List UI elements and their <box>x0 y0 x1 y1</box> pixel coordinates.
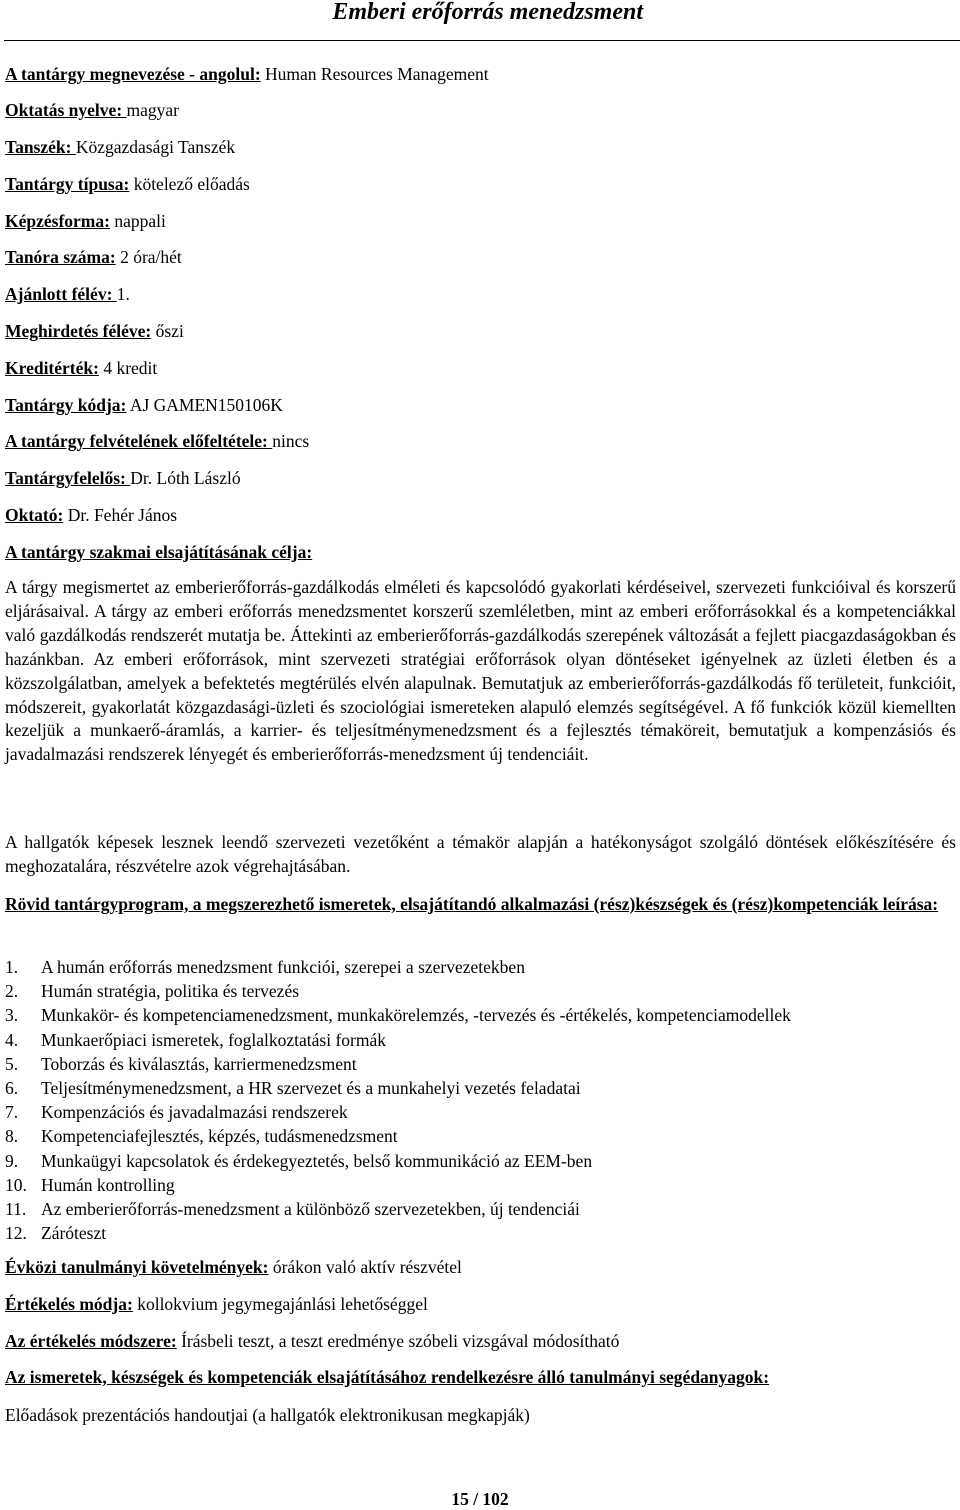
list-item <box>5 1028 791 1052</box>
list-item-number: 12. <box>5 1223 27 1244</box>
field-recommended-semester <box>5 283 130 305</box>
field-label: Tantárgy típusa: <box>5 174 130 194</box>
field-value: AJ GAMEN150106K <box>129 395 283 415</box>
list-item <box>5 979 791 1003</box>
list-item-number: 10. <box>5 1174 27 1195</box>
field-value: órákon való aktív részvétel <box>268 1257 462 1277</box>
list-item-number: 7. <box>5 1102 19 1123</box>
field-label: Tantárgyfelelős: <box>5 468 131 488</box>
field-value: Dr. Fehér János <box>67 505 178 525</box>
list-item-text: Kompetenciafejlesztés, képzés, tudásmenedzsment <box>41 1126 398 1147</box>
field-requirements <box>5 1256 462 1278</box>
list-item-number: 4. <box>5 1029 19 1050</box>
field-course-type <box>5 173 250 195</box>
field-label: Az értékelés módszere: <box>5 1331 177 1351</box>
objective-paragraph: A tárgy megismertet az emberierőforrás-gazdálkodás elméleti és kapcsolódó gyakorlati kérdéseivel, szervezeti funkcióival és korszerű eljárásaival. A tárgy az emberi erőforrás menedzsmentet korszerű szemléletben, mint az emberi erőforrásokkal és a kompetenciákkal való gazdálkodás rendszerét mutatja be. Áttekinti az emberierőforrás-gazdálkodás szerepének változását a fejlett piacgazdaságokban és hazánkban. Az emberi erőforrások, mint szervezeti stratégiai erőforrások olyan döntéseket igényelnek az üzleti életben és a közszolgálatban, amelyek a befektetés megtérülés elvén alapulnak. Bemutatjuk az emberierőforrás-gazdálkodás fő területeit, funkcióit, módszereit, gyakorlatát közgazdasági-üzleti és szociológiai ismereteken alapuló elemzés segítségével. A fő funkciók közül kiemellten kezeljük a munkaerő-áramlás, a karrier- és teljesítménymenedzsment és a fejlesztés témaköreit, bemutatjuk a kompenzásiós és javadalmazási rendszerek lényegét és emberierőforrás-menedzsment új tendenciáit. <box>5 577 956 765</box>
field-value: 4 kredit <box>103 358 158 378</box>
list-item-number: 9. <box>5 1150 19 1171</box>
program-list <box>5 955 791 1245</box>
list-item <box>5 1149 791 1173</box>
list-item <box>5 1003 791 1027</box>
field-label: Oktató: <box>5 505 64 525</box>
list-item-text: Az emberierőforrás-menedzsment a különböző szervezetekben, új tendenciái <box>41 1198 580 1219</box>
list-item-text: Teljesítménymenedzsment, a HR szervezet és a munkahelyi vezetés feladatai <box>41 1077 581 1098</box>
list-item <box>5 1100 791 1124</box>
field-assessment <box>5 1293 428 1315</box>
field-value: nappali <box>114 211 166 231</box>
list-item-text: Toborzás és kiválasztás, karriermenedzsment <box>41 1053 357 1074</box>
list-item-text: Kompenzációs és javadalmazási rendszerek <box>41 1102 348 1123</box>
list-item <box>5 1052 791 1076</box>
list-item-text: A humán erőforrás menedzsment funkciói, szerepei a szervezetekben <box>41 957 525 977</box>
list-item-number: 6. <box>5 1077 19 1098</box>
field-label: Tanóra száma: <box>5 247 116 267</box>
field-value: Human Resources Management <box>265 64 489 84</box>
field-value: Közgazdasági Tanszék <box>75 137 236 157</box>
list-item-number: 5. <box>5 1053 19 1074</box>
field-label: Oktatás nyelve: <box>5 100 127 120</box>
field-label: Képzésforma: <box>5 211 110 231</box>
field-label: A tantárgy megnevezése - angolul: <box>5 64 261 84</box>
list-item-number: 2. <box>5 981 19 1002</box>
field-value: 2 óra/hét <box>120 247 182 267</box>
list-item-number: 1. <box>5 957 19 977</box>
field-course-code <box>5 394 283 416</box>
field-value: 1. <box>116 284 130 304</box>
list-item-text: Humán kontrolling <box>41 1174 175 1195</box>
list-item-number: 11. <box>5 1198 27 1219</box>
field-training-form <box>5 210 166 232</box>
document-header-title: Emberi erőforrás menedzsment <box>332 0 643 25</box>
field-value: Írásbeli teszt, a teszt eredménye szóbeli vizsgával módosítható <box>176 1331 620 1351</box>
list-item-text: Munkaügyi kapcsolatok és érdekegyeztetés, belső kommunikáció az EEM-ben <box>41 1150 593 1171</box>
field-announced-semester <box>5 320 184 342</box>
field-value: nincs <box>272 431 310 451</box>
field-english-name <box>5 63 489 85</box>
list-item <box>5 1173 791 1197</box>
field-label: Meghirdetés féléve: <box>5 321 152 341</box>
field-value: kötelező előadás <box>133 174 250 194</box>
field-value: kollokvium jegymegajánlási lehetőséggel <box>132 1294 428 1314</box>
field-value: Dr. Lóth László <box>130 468 241 488</box>
field-value: magyar <box>126 100 180 120</box>
materials-value: Előadások prezentációs handoutjai (a hallgatók elektronikusan megkapják) <box>5 1405 530 1425</box>
field-label: Kreditérték: <box>5 358 99 378</box>
field-label: Értékelés módja: <box>5 1294 133 1314</box>
field-lessons <box>5 246 182 268</box>
materials-heading: Az ismeretek, készségek és kompetenciák elsajátításához rendelkezésre álló tanulmányi segédanyagok: <box>5 1367 770 1387</box>
field-prerequisite <box>5 430 309 452</box>
list-item-number: 8. <box>5 1126 19 1147</box>
field-responsible <box>5 467 241 489</box>
list-item <box>5 1197 791 1221</box>
field-department <box>5 136 235 158</box>
list-item-text: Munkaerőpiaci ismeretek, foglalkoztatási formák <box>41 1029 387 1050</box>
list-item <box>5 955 791 979</box>
list-item-text: Záróteszt <box>41 1223 107 1244</box>
list-item-text: Munkakör- és kompetenciamenedzsment, munkakörelemzés, -tervezés és -értékelés, kompetenciamodellek <box>41 1005 791 1026</box>
field-label: Évközi tanulmányi követelmények: <box>5 1257 269 1277</box>
list-item-text: Humán stratégia, politika és tervezés <box>41 981 300 1002</box>
field-label: Ajánlott félév: <box>5 284 117 304</box>
field-language <box>5 99 179 121</box>
field-instructor <box>5 504 177 526</box>
field-label: A tantárgy felvételének előfeltétele: <box>5 431 273 451</box>
field-label: Tantárgy kódja: <box>5 395 127 415</box>
field-assessment-method <box>5 1330 619 1352</box>
field-label: Tanszék: <box>5 137 76 157</box>
list-item-number: 3. <box>5 1005 19 1026</box>
program-heading: Rövid tantárgyprogram, a megszerezhető ismeretek, elsajátítandó alkalmazási (rész)készségek és (rész)kompetenciák leírása: <box>5 894 939 914</box>
list-item <box>5 1221 791 1245</box>
list-item <box>5 1076 791 1100</box>
page-number: 15 / 102 <box>451 1489 509 1509</box>
header-rule <box>4 40 960 41</box>
list-item <box>5 1124 791 1148</box>
field-value: őszi <box>155 321 184 341</box>
field-credits <box>5 357 157 379</box>
objective-heading: A tantárgy szakmai elsajátításának célja: <box>5 542 313 562</box>
objective-outcome-paragraph: A hallgatók képesek lesznek leendő szervezeti vezetőként a témakör alapján a hatékonyságot szolgáló döntések előkészítésére és meghozatalára, részvételre azok végrehajtásában. <box>5 832 956 876</box>
